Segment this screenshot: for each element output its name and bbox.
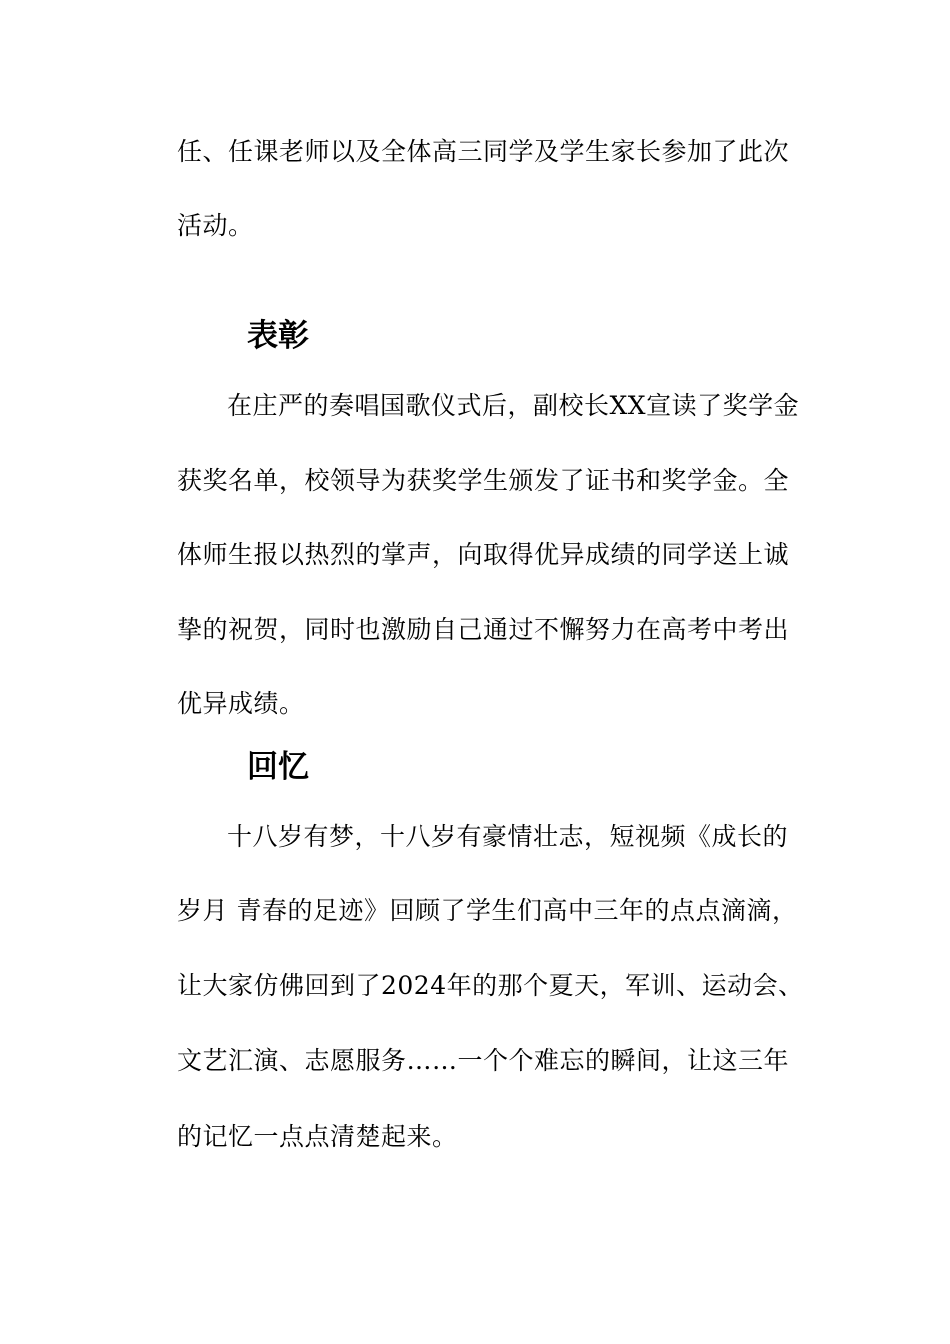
- section-heading-commendation: 表彰: [247, 318, 309, 354]
- section-heading-memories: 回忆: [247, 749, 309, 785]
- memories-line-5: 的记忆一点点清楚起来。: [177, 1122, 458, 1151]
- memories-line-3: 让大家仿佛回到了2024年的那个夏天，军训、运动会、: [177, 971, 804, 1000]
- commendation-line-5: 优异成绩。: [177, 689, 305, 718]
- commendation-line-1: 在庄严的奏唱国歌仪式后，副校长XX宣读了奖学金: [227, 391, 800, 420]
- memories-line-4: 文艺汇演、志愿服务……一个个难忘的瞬间，让这三年: [177, 1046, 790, 1075]
- commendation-line-3: 体师生报以热烈的掌声，向取得优异成绩的同学送上诚: [177, 540, 790, 569]
- memories-line-1: 十八岁有梦，十八岁有豪情壮志，短视频《成长的: [227, 822, 789, 851]
- commendation-line-2: 获奖名单，校领导为获奖学生颁发了证书和奖学金。全: [177, 466, 790, 495]
- intro-line-1: 任、任课老师以及全体高三同学及学生家长参加了此次: [177, 137, 790, 166]
- memories-line-2: 岁月 青春的足迹》回顾了学生们高中三年的点点滴滴，: [177, 896, 798, 925]
- intro-line-2: 活动。: [177, 211, 254, 240]
- commendation-line-4: 挚的祝贺，同时也激励自己通过不懈努力在高考中考出: [177, 615, 790, 644]
